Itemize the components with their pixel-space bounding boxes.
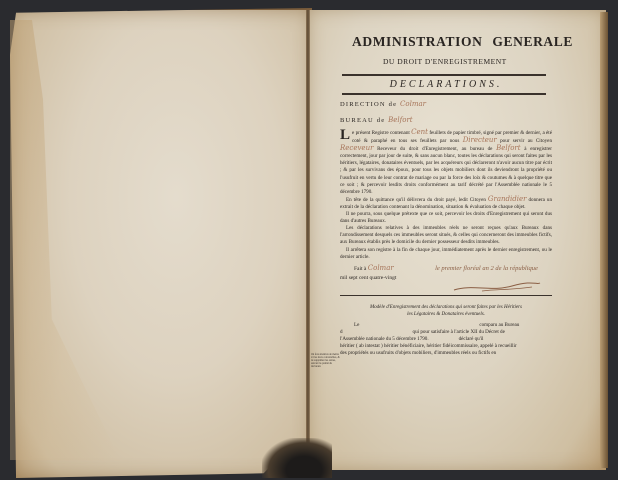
- paragraph-1: [340, 129, 552, 196]
- text: Le: [354, 321, 360, 328]
- handwritten-name: Grandidier: [487, 194, 527, 203]
- signature-flourish: [452, 281, 542, 293]
- form-row: [340, 336, 552, 343]
- paragraph-3: Il ne pourra, sous quelque prétexte que ce soit, percevoir les droits d'Enregistrement qui seront dus dans d'autres Bureaux.: [340, 211, 552, 225]
- book-edge: [600, 12, 608, 468]
- signature-block: [340, 264, 552, 272]
- fait-label: Fait à: [354, 265, 367, 272]
- text: d: [340, 328, 343, 335]
- direction-line: [340, 100, 552, 108]
- form-row: des propriétés ou usufruits d'objets mobiliers, d'immeubles réels ou fictifs en: [340, 349, 497, 356]
- text: déclaré qu'il: [458, 335, 484, 342]
- model-caption: [340, 304, 552, 318]
- margin-note: On fera attention de mettre ici les mots convenables, & de supprimer les autres, suivant la qualité du déclarant.: [311, 353, 340, 368]
- paragraph-5: Il arrêtera son registre à la fin de chaque jour, immédiatement après le dernier enregistrement, ou le dernier article.: [340, 246, 552, 260]
- divider: [342, 74, 546, 76]
- paragraph-4: Les déclarations relatives à des immeubles réels ne seront reçues qu'aux Bureaux dans l'arrondissement desquels ces immeubles seront situés, & celles qui concerneront des immeubles fictifs, aux Bureaux établis près le domicile du dernier possesseur desdits immeubles.: [340, 225, 552, 246]
- page-title: [352, 34, 573, 50]
- form-row: héritier ( ab intestat ) héritier bénéficiaire, héritier fidéicommissaire, appelé à recueillir: [340, 342, 517, 349]
- body-text: [340, 129, 552, 261]
- text: e présent Registre contenant: [352, 130, 410, 136]
- text: feuillets de papier timbré, signé par premier & dernier, a été coté & paraphé en tous ses feuillets par nous: [352, 130, 552, 145]
- register-page-text: [340, 34, 573, 357]
- text: à enregistrer correctement, jour par jour de suite, & sans aucun blanc, toutes les déclarations qui seront faites par les héritiers, légataires, donataires éventuels, par les acquéreurs qui déclareront n'avoir aucun titre par écrit ; & par les survivans des époux, pour tous les objets mobiliers dont ils deviendront la propriété ou l'usufruit en vertu de leur contrat de mariage ou par la force des loix & coutumes & à quelque titre que ce soit ; & percevoir lesdits droits conformément au tarif décrété par l'Assemblée nationale le 5 décembre 1790.: [340, 146, 552, 195]
- bureau-handwritten: Belfort: [388, 116, 413, 124]
- bureau-label: BUREAU de: [340, 117, 386, 124]
- text: donnera un extrait de la déclaration contenant la dénomination, situation & évaluation de chaque objet.: [340, 196, 553, 210]
- paragraph-2: [340, 196, 552, 211]
- text: pour servir au Citoyen: [500, 138, 552, 145]
- text: Receveur du droit d'Enregistrement, au bureau de: [377, 146, 493, 153]
- model-caption-line2: les Légataires & Donataires éventuels.: [407, 311, 485, 317]
- text: qui pour satisfaire à l'article XII du Décret de: [412, 328, 505, 335]
- title-part-1: ADMINISTRATION: [352, 34, 483, 49]
- declaration-form: [340, 322, 552, 357]
- date-line: mil sept cent quatre-vingt: [340, 274, 397, 281]
- handwritten-place: Belfort: [496, 144, 521, 153]
- handwritten-place: Colmar: [367, 263, 394, 272]
- page-subtitle: DU DROIT D'ENREGISTREMENT: [383, 57, 507, 66]
- form-row: [340, 329, 552, 336]
- text: l'Assemblée nationale du 5 décembre 1790.: [340, 335, 429, 342]
- book-gutter: [306, 10, 310, 455]
- model-caption-line1: Modèle d'Enregistrement des déclarations qui seront faites par les Héritiers: [369, 304, 523, 310]
- handwritten-name: Receveur: [340, 144, 374, 153]
- divider: [342, 93, 546, 95]
- handwritten-title: Directeur: [462, 136, 497, 145]
- direction-label: DIRECTION de: [340, 101, 398, 108]
- text: comparu au Bureau: [479, 321, 520, 328]
- form-row: [340, 322, 552, 329]
- handwritten-signature: le premier floréal an 2 de la république: [435, 264, 538, 272]
- drop-cap: L: [340, 127, 351, 143]
- title-part-2: GENERALE: [492, 34, 573, 49]
- handwritten-count: Cent: [411, 128, 428, 136]
- direction-handwritten: Colmar: [400, 100, 426, 108]
- damaged-corner: [262, 438, 332, 478]
- divider: [340, 295, 552, 296]
- section-title: DECLARATIONS.: [389, 79, 503, 90]
- bureau-line: [340, 116, 552, 124]
- text: En tête de la quittance qu'il délivrera du droit payé, ledit Citoyen: [346, 196, 486, 203]
